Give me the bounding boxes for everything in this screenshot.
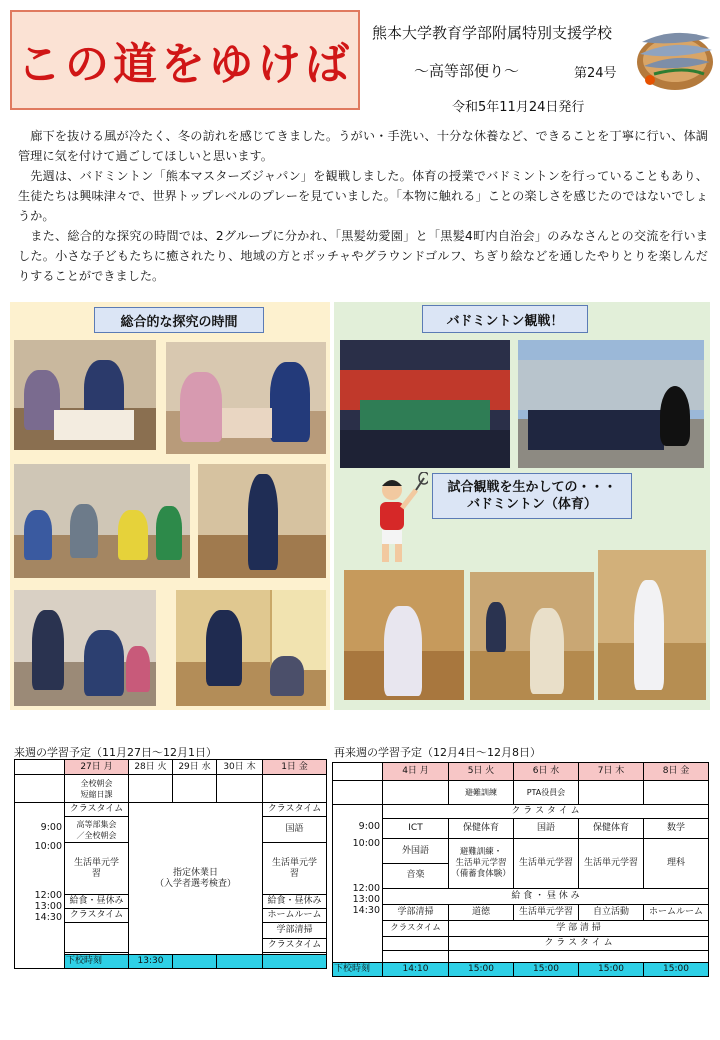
schedule2-cell: ホームルーム <box>644 905 709 921</box>
practice-caption-line: バドミントン（体育） <box>467 497 597 512</box>
inquiry-caption: 総合的な探究の時間 <box>94 307 264 333</box>
practice-caption <box>432 473 632 519</box>
schedule2-cell: 保健体育 <box>449 819 514 839</box>
photo <box>198 464 326 578</box>
schedule2-cell: 道徳 <box>449 905 514 921</box>
schedule1-cell: 学部清掃 <box>263 923 327 939</box>
time-label: 10:00 <box>34 841 62 852</box>
schedule2-cell: 避難訓練 <box>449 781 514 805</box>
schedule2-cell: 避難訓練・ 生活単元学習 （備蓄食体験） <box>449 839 514 889</box>
schedule2-day: 8日 金 <box>644 763 709 781</box>
schedule2-day: 6日 水 <box>514 763 579 781</box>
schedule2-title: 再来週の学習予定（12月4日～12月8日） <box>334 746 541 759</box>
dismissal-label: 下校時刻 <box>333 963 383 977</box>
schedule2-cell: 生活単元学習 <box>514 905 579 921</box>
schedule2-table <box>332 762 709 977</box>
fish-basket-icon <box>634 12 716 94</box>
schedule2-day: 5日 火 <box>449 763 514 781</box>
photo <box>166 342 326 454</box>
schedule2-cell <box>383 839 449 889</box>
schedule1-title: 来週の学習予定（11月27日～12月1日） <box>14 746 217 759</box>
schedule1-cell: 給食・昼休み <box>65 895 129 909</box>
schedule1-cell: 給食・昼休み <box>263 895 327 909</box>
photo <box>518 340 704 468</box>
intro-paragraph: 先週は、バドミントン「熊本マスターズジャパン」を観戦しました。体育の授業でバドミントンを行っていることもあり、生徒たちは興味津々で、世界トップレベルのプレーを見ていました。「本物に触れる」ことの楽しさを感じたのではないでしょうか。 <box>18 169 708 223</box>
schedule1-day: 1日 金 <box>263 760 327 775</box>
dismissal-time: 15:00 <box>449 963 514 977</box>
schedule1-cell: 高等部集会 ／全校朝会 <box>65 817 129 843</box>
schedule2-cell: ク ラ ス タ イ ム <box>383 805 709 819</box>
time-label: 9:00 <box>358 821 380 832</box>
practice-caption-line: 試合観戦を生かしての・・・ <box>447 480 617 495</box>
schedule1-day: 28日 火 <box>129 760 173 775</box>
dismissal-time: 13:30 <box>129 955 173 969</box>
time-label: 14:30 <box>34 912 62 923</box>
time-label: 14:30 <box>352 905 380 916</box>
schedule2-cell: 学 部 清 掃 <box>449 921 709 937</box>
photo <box>344 570 464 700</box>
bulletin-name: ～高等部便り～ <box>414 62 520 80</box>
schedule1-day: 30日 木 <box>217 760 263 775</box>
schedule2-cell: 理科 <box>644 839 709 889</box>
newsletter-title: この道をゆけば <box>17 39 353 90</box>
time-label: 12:00 <box>34 890 62 901</box>
schedule2-cell <box>383 781 449 805</box>
time-label: 13:00 <box>34 901 62 912</box>
time-label: 12:00 <box>352 883 380 894</box>
schedule1-table <box>14 759 327 969</box>
schedule2-cell <box>579 781 644 805</box>
schedule1-cell: クラスタイム <box>263 939 327 953</box>
schedule2-day: 4日 月 <box>383 763 449 781</box>
schedule1-holiday: 指定休業日 （入学者選考検査） <box>129 803 263 955</box>
schedule2-cell <box>644 781 709 805</box>
time-label: 9:00 <box>40 822 62 833</box>
schedule2-cell: 生活単元学習 <box>514 839 579 889</box>
schedule2-cell: ICT <box>383 819 449 839</box>
schedule1-day: 27日 月 <box>65 760 129 775</box>
photo <box>598 550 706 700</box>
intro-paragraph: また、総合的な探究の時間では、2グループに分かれ、「黒髪幼愛園」と「黒髪4町内自治会」のみなさんとの交流を行いました。小さな子どもたちに癒されたり、地域の方とボッチャやグラウンドゴルフ、ちぎり絵などを通したやりとりを楽しんだりすることができました。 <box>18 229 708 283</box>
school-name: 熊本大学教育学部附属特別支援学校 <box>372 24 613 42</box>
schedule1-cell: クラスタイム <box>65 909 129 923</box>
photo <box>470 572 594 700</box>
time-label: 10:00 <box>352 838 380 849</box>
badminton-player-icon <box>362 472 428 570</box>
schedule2-cell: 保健体育 <box>579 819 644 839</box>
schedule2-times <box>333 805 383 963</box>
schedule1-cell: 全校朝会 短縮日課 <box>65 775 129 803</box>
photo <box>176 590 326 706</box>
schedule1-times <box>15 803 65 969</box>
schedule2-cell: PTA役員会 <box>514 781 579 805</box>
schedule2-cell: クラスタイム <box>383 921 449 937</box>
schedule2-day: 7日 木 <box>579 763 644 781</box>
photo <box>14 464 190 578</box>
schedule1-day: 29日 水 <box>173 760 217 775</box>
intro-text <box>18 126 708 286</box>
schedule1-cell: クラスタイム <box>65 803 129 817</box>
photo <box>14 340 156 450</box>
schedule2-cell: ク ラ ス タ イ ム <box>449 937 709 951</box>
dismissal-time: 15:00 <box>514 963 579 977</box>
photo <box>340 340 510 468</box>
issue-number: 第24号 <box>574 66 617 81</box>
schedule1-cell: 生活単元学 習 <box>263 843 327 895</box>
dismissal-time: 15:00 <box>644 963 709 977</box>
intro-paragraph: 廊下を抜ける風が冷たく、冬の訪れを感じてきました。うがい・手洗い、十分な休養など、できることを丁寧に行い、体調管理に気を付けて過ごしてほしいと思います。 <box>18 129 708 163</box>
schedule2-cell: 給 食 ・ 昼 休 み <box>383 889 709 905</box>
inquiry-photo-panel <box>10 302 330 710</box>
schedule2-cell: 数学 <box>644 819 709 839</box>
schedule1-cell: 国語 <box>263 817 327 843</box>
schedule2-subject: 音楽 <box>406 870 425 880</box>
title-banner <box>10 10 360 110</box>
schedule2-cell: 国語 <box>514 819 579 839</box>
schedule1-cell: クラスタイム <box>263 803 327 817</box>
schedule2-subject: 外国語 <box>383 840 448 864</box>
dismissal-time: 15:00 <box>579 963 644 977</box>
photo <box>14 590 156 706</box>
issue-date: 令和5年11月24日発行 <box>452 100 585 115</box>
schedule1-cell: ホームルーム <box>263 909 327 923</box>
schedule2-cell: 学部清掃 <box>383 905 449 921</box>
schedule1-cell: 生活単元学 習 <box>65 843 129 895</box>
badminton-caption: バドミントン観戦！ <box>422 305 588 333</box>
schedule2-cell: 自立活動 <box>579 905 644 921</box>
dismissal-time: 14:10 <box>383 963 449 977</box>
schedule2-cell: 生活単元学習 <box>579 839 644 889</box>
time-label: 13:00 <box>352 894 380 905</box>
dismissal-label: 下校時刻 <box>65 955 129 969</box>
